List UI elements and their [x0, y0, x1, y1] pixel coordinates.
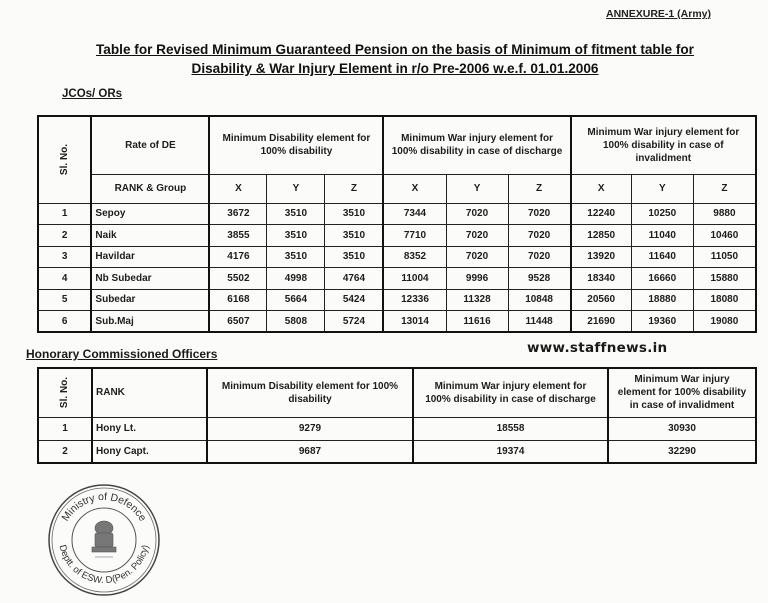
value-cell: 9279 — [207, 417, 413, 440]
rank-cell: Hony Capt. — [92, 440, 207, 463]
value-cell: 16660 — [631, 268, 693, 290]
table-row — [38, 268, 756, 290]
rank-cell: Subedar — [91, 289, 209, 311]
table-row — [38, 289, 756, 311]
title-line-2: Disability & War Injury Element in r/o Pre-2006 w.e.f. 01.01.2006 — [191, 61, 599, 76]
value-cell: 6168 — [209, 289, 267, 311]
war-injury-invalidment-header: Minimum War injury element for 100% disability in case of invalidment — [608, 368, 756, 417]
value-cell: 11640 — [631, 246, 693, 268]
value-cell: 9996 — [446, 268, 508, 290]
value-cell: 7020 — [508, 225, 571, 247]
value-cell: 19374 — [413, 440, 608, 463]
war-injury-invalidment-header: Minimum War injury element for 100% disability in case of invalidment — [571, 116, 756, 174]
value-cell: 20560 — [571, 289, 632, 311]
value-cell: 3510 — [325, 225, 384, 247]
value-cell: 10250 — [631, 203, 693, 225]
value-cell: 5664 — [267, 289, 325, 311]
document-title — [40, 40, 750, 78]
value-cell: 11448 — [508, 311, 571, 333]
value-cell: 5424 — [325, 289, 384, 311]
value-cell: 5808 — [267, 311, 325, 333]
value-cell: 5724 — [325, 311, 384, 333]
value-cell: 9528 — [508, 268, 571, 290]
col-z-header: Z — [508, 174, 571, 203]
value-cell: 13014 — [383, 311, 446, 333]
table-row — [38, 311, 756, 333]
sl-cell: 1 — [38, 203, 91, 225]
disability-element-header: Minimum Disability element for 100% disability — [207, 368, 413, 417]
sl-cell: 5 — [38, 289, 91, 311]
rate-of-de-header: Rate of DE — [91, 116, 209, 174]
col-y-header: Y — [446, 174, 508, 203]
ministry-seal-stamp — [45, 480, 163, 598]
value-cell: 13920 — [571, 246, 632, 268]
value-cell: 3855 — [209, 225, 267, 247]
value-cell: 4176 — [209, 246, 267, 268]
honorary-officers-table — [37, 367, 757, 464]
value-cell: 18340 — [571, 268, 632, 290]
value-cell: 10460 — [693, 225, 756, 247]
national-emblem-icon — [92, 521, 116, 557]
col-x-header: X — [383, 174, 446, 203]
section-label-jcos: JCOs/ ORs — [62, 88, 123, 100]
jco-pension-table — [37, 115, 757, 333]
table-row — [38, 225, 756, 247]
rank-cell: Nb Subedar — [91, 268, 209, 290]
value-cell: 4764 — [325, 268, 384, 290]
table-row — [38, 440, 756, 463]
rank-cell: Hony Lt. — [92, 417, 207, 440]
disability-element-header: Minimum Disability element for 100% disability — [209, 116, 383, 174]
table-row — [38, 417, 756, 440]
annexure-label: ANNEXURE-1 (Army) — [606, 8, 712, 20]
value-cell: 12240 — [571, 203, 632, 225]
value-cell: 19080 — [693, 311, 756, 333]
value-cell: 12336 — [383, 289, 446, 311]
value-cell: 3510 — [325, 246, 384, 268]
value-cell: 32290 — [608, 440, 756, 463]
rank-cell: Havildar — [91, 246, 209, 268]
rank-header: RANK — [92, 368, 207, 417]
value-cell: 7710 — [383, 225, 446, 247]
value-cell: 11040 — [631, 225, 693, 247]
sl-no-header: Sl. No. — [38, 368, 92, 417]
col-z-header: Z — [693, 174, 756, 203]
value-cell: 10848 — [508, 289, 571, 311]
value-cell: 3672 — [209, 203, 267, 225]
value-cell: 21690 — [571, 311, 632, 333]
table-row — [38, 246, 756, 268]
section-label-honorary: Honorary Commissioned Officers — [26, 347, 218, 361]
rank-group-header: RANK & Group — [91, 174, 209, 203]
value-cell: 18880 — [631, 289, 693, 311]
value-cell: 6507 — [209, 311, 267, 333]
value-cell: 3510 — [267, 246, 325, 268]
value-cell: 3510 — [267, 225, 325, 247]
value-cell: 7020 — [446, 203, 508, 225]
sl-cell: 1 — [38, 417, 92, 440]
svg-text:Ministry of Defence: Ministry of Defence — [59, 490, 149, 524]
value-cell: 5502 — [209, 268, 267, 290]
value-cell: 12850 — [571, 225, 632, 247]
value-cell: 15880 — [693, 268, 756, 290]
svg-text:Deptt. of ESW. D(Pen. Policy): Deptt. of ESW. D(Pen. Policy) — [56, 543, 152, 587]
sl-cell: 2 — [38, 440, 92, 463]
value-cell: 11050 — [693, 246, 756, 268]
seal-icon — [45, 480, 163, 598]
value-cell: 11616 — [446, 311, 508, 333]
value-cell: 19360 — [631, 311, 693, 333]
value-cell: 18558 — [413, 417, 608, 440]
col-x-header: X — [209, 174, 267, 203]
col-y-header: Y — [267, 174, 325, 203]
sl-no-header: Sl. No. — [38, 116, 91, 203]
war-injury-discharge-header: Minimum War injury element for 100% disability in case of discharge — [413, 368, 608, 417]
table-row — [38, 203, 756, 225]
value-cell: 3510 — [267, 203, 325, 225]
value-cell: 30930 — [608, 417, 756, 440]
value-cell: 4998 — [267, 268, 325, 290]
col-x-header: X — [571, 174, 632, 203]
value-cell: 7020 — [446, 246, 508, 268]
value-cell: 18080 — [693, 289, 756, 311]
value-cell: 3510 — [325, 203, 384, 225]
value-cell: 11004 — [383, 268, 446, 290]
title-line-1: Table for Revised Minimum Guaranteed Pension on the basis of Minimum of fitment table for — [96, 42, 694, 57]
war-injury-discharge-header: Minimum War injury element for 100% disability in case of discharge — [383, 116, 570, 174]
rank-cell: Naik — [91, 225, 209, 247]
rank-cell: Sub.Maj — [91, 311, 209, 333]
value-cell: 8352 — [383, 246, 446, 268]
col-z-header: Z — [325, 174, 384, 203]
sl-cell: 2 — [38, 225, 91, 247]
value-cell: 9880 — [693, 203, 756, 225]
sl-cell: 6 — [38, 311, 91, 333]
value-cell: 7020 — [446, 225, 508, 247]
value-cell: 7344 — [383, 203, 446, 225]
sl-cell: 4 — [38, 268, 91, 290]
col-y-header: Y — [631, 174, 693, 203]
value-cell: 7020 — [508, 203, 571, 225]
sl-cell: 3 — [38, 246, 91, 268]
value-cell: 7020 — [508, 246, 571, 268]
rank-cell: Sepoy — [91, 203, 209, 225]
website-watermark: www.staffnews.in — [527, 340, 668, 356]
value-cell: 9687 — [207, 440, 413, 463]
value-cell: 11328 — [446, 289, 508, 311]
